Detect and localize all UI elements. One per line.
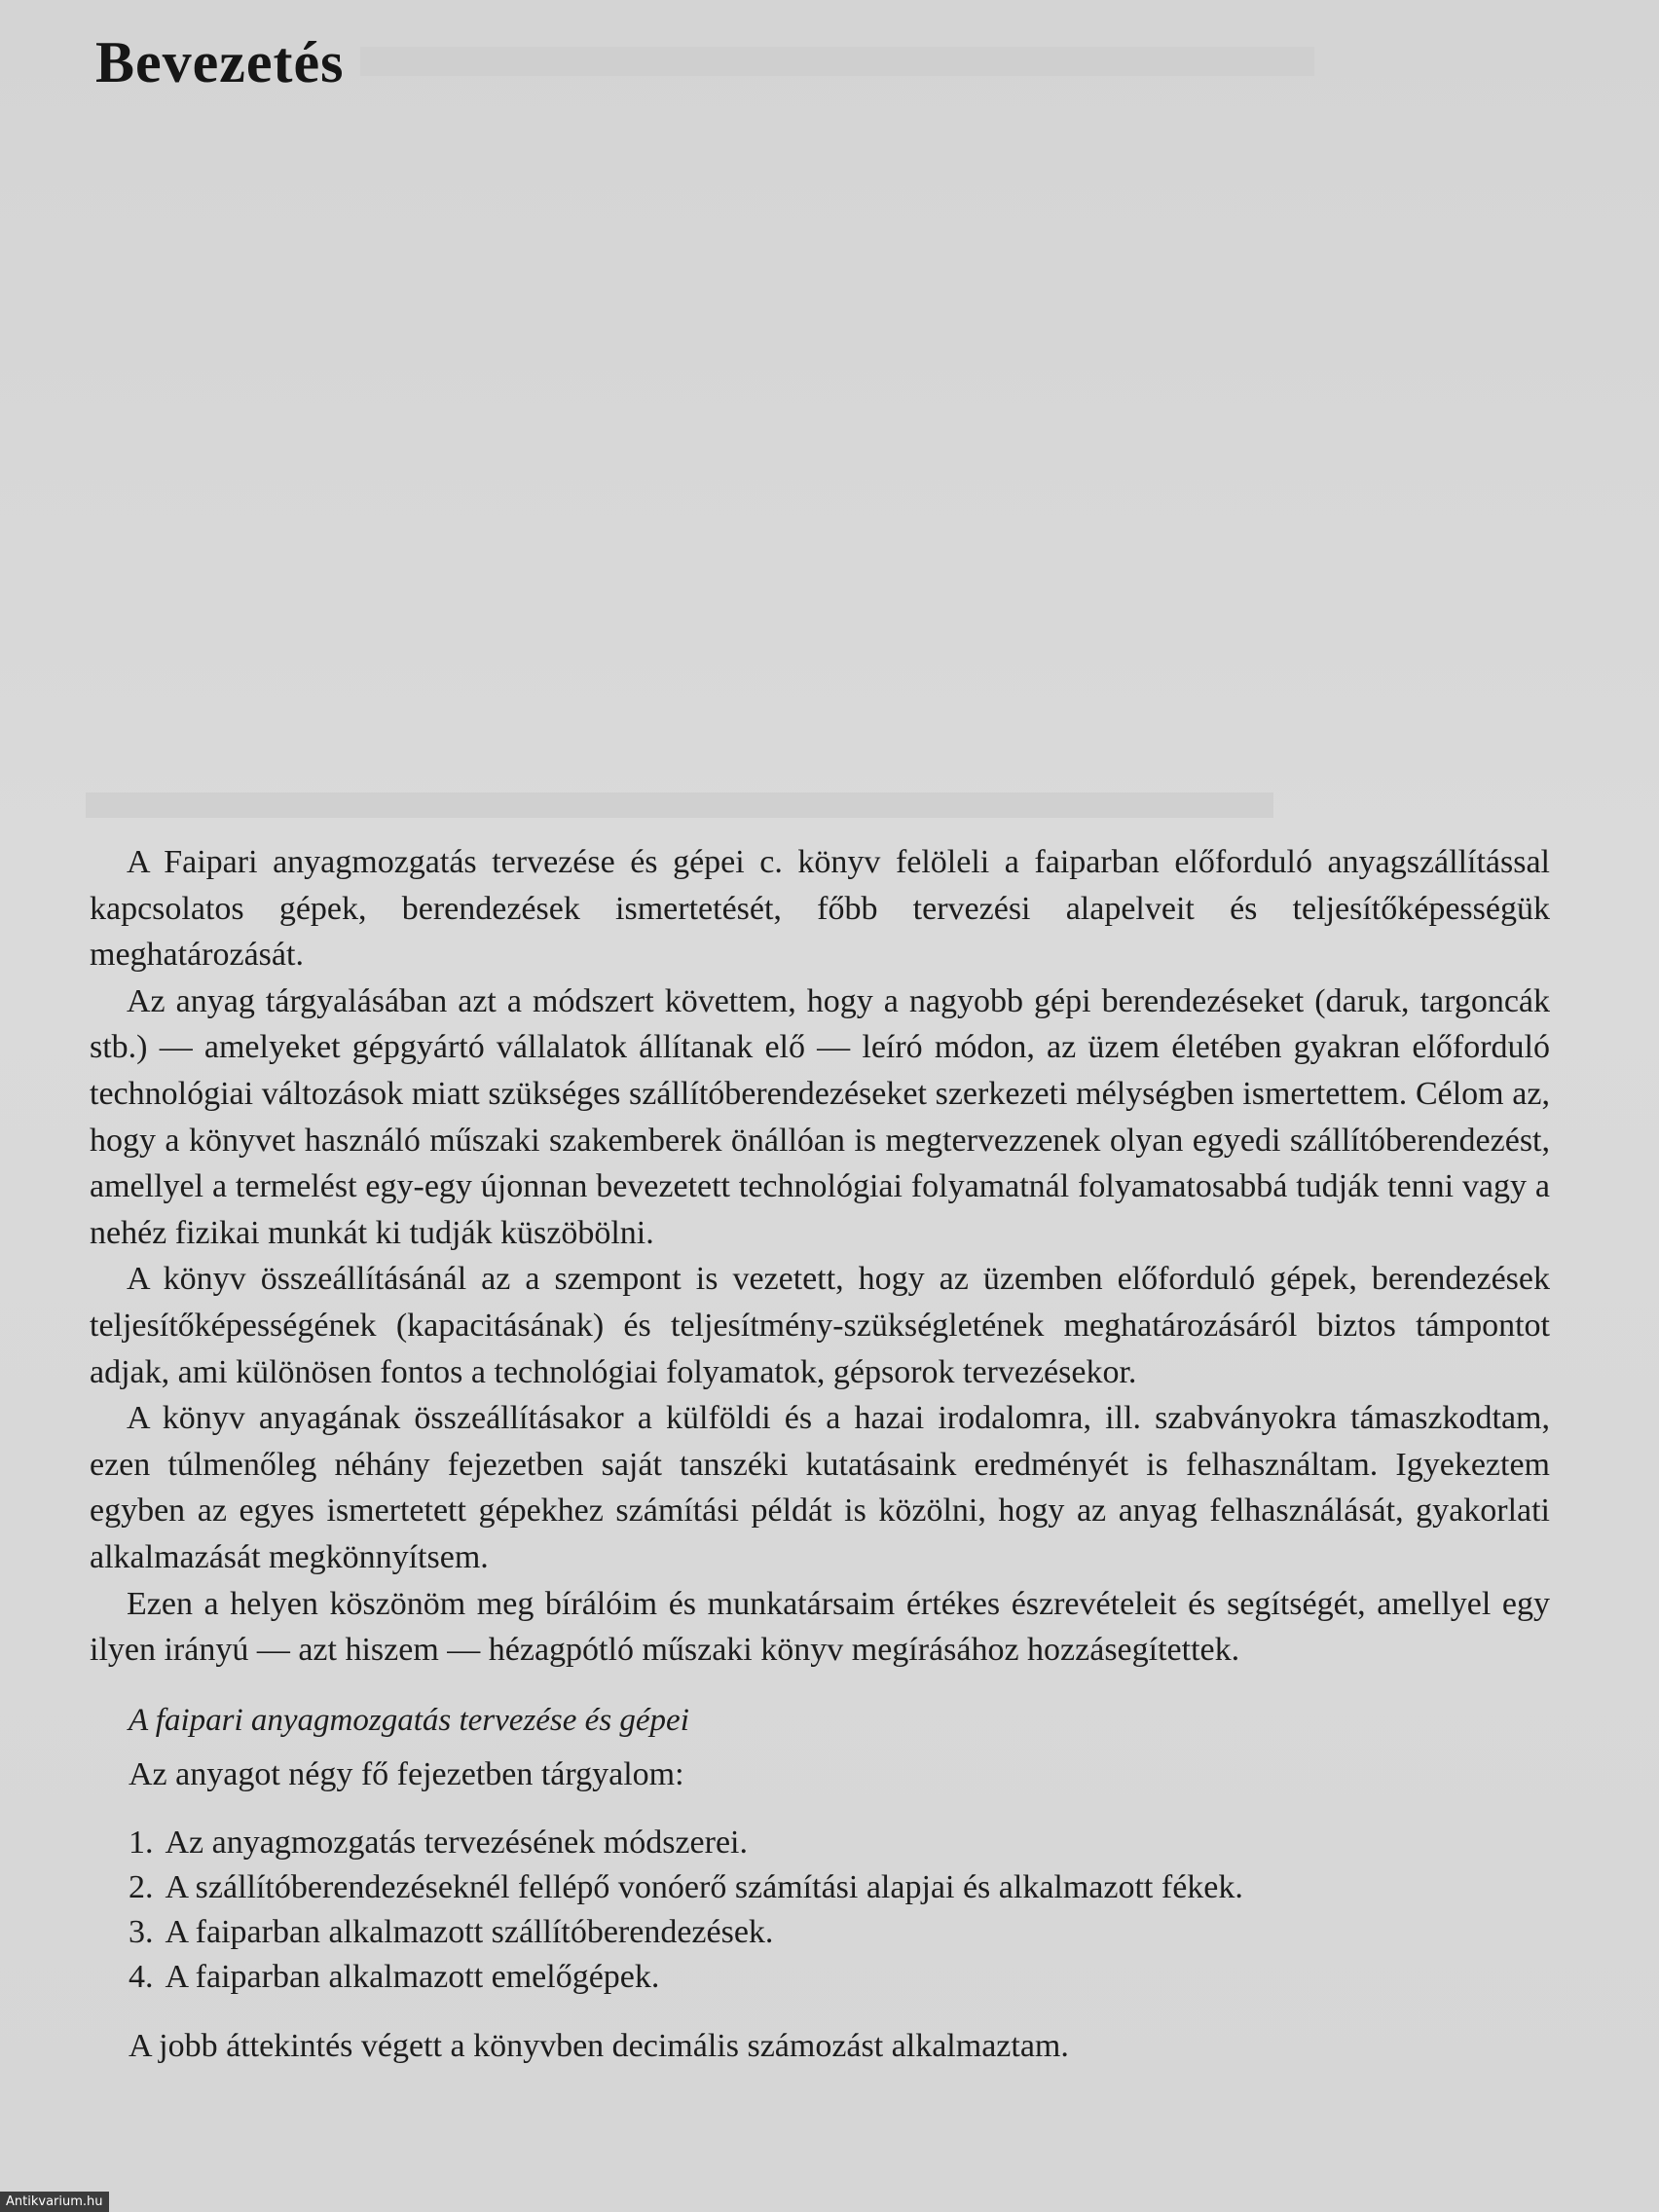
- paragraph: A Faipari anyagmozgatás tervezése és gépei c. könyv felöleli a faiparban előforduló anyagszállítással kapcsolatos gépek, berendezések ismertetését, főbb tervezési alapelveit és teljesítőképességük meghatározását.: [90, 844, 1550, 974]
- chapter-text: A szállítóberendezéseknél fellépő vonóerő számítási alapjai és alkalmazott fékek.: [165, 1868, 1243, 1905]
- body-text: [90, 839, 1550, 2069]
- paragraph: Ezen a helyen köszönöm meg bírálóim és munkatársaim értékes észrevételeit és segítségét, amellyel egy ilyen irányú — azt hiszem — hézagpótló műszaki könyv megírásához hozzásegítettek.: [90, 1585, 1550, 1669]
- chapter-text: A faiparban alkalmazott emelőgépek.: [165, 1958, 660, 1995]
- bleed-through-heading-shape: [360, 29, 1314, 88]
- chapter-number: 2.: [129, 1868, 154, 1905]
- chapters-intro: Az anyagot négy fő fejezetben tárgyalom:: [129, 1755, 684, 1792]
- bleed-through-heading: [360, 29, 1314, 102]
- chapter-text: A faiparban alkalmazott szállítóberendezések.: [165, 1913, 774, 1950]
- paragraph: A könyv anyagának összeállításakor a külföldi és a hazai irodalomra, ill. szabványokra támaszkodtam, ezen túlmenőleg néhány fejezetben saját tanszéki kutatásaink eredményét is felhasználtam. Igyekeztem egyben az egyes ismertetett gépekhez számítási példát is közölni, hogy az anyag felhasználását, gyakorlati alkalmazását megkönnyítsem.: [90, 1400, 1550, 1575]
- chapter-text: Az anyagmozgatás tervezésének módszerei.: [165, 1824, 748, 1861]
- chapter-number: 3.: [129, 1913, 154, 1950]
- page-title: Bevezetés: [95, 30, 345, 94]
- chapter-number: 4.: [129, 1958, 154, 1995]
- bleed-through-subheading-shape: [86, 779, 1273, 828]
- chapter-item: [90, 1865, 1550, 1910]
- paragraph: A könyv összeállításánál az a szempont is vezetett, hogy az üzemben előforduló gépek, berendezések teljesítőképességének (kapacitásának) és teljesítmény-szükségletének meghatározásáról biztos támpontot adjak, ami különösen fontos a technológiai folyamatok, gépsorok tervezésekor.: [90, 1261, 1550, 1390]
- book-title-signature: A faipari anyagmozgatás tervezése és gépei: [129, 1702, 689, 1738]
- closing-sentence: A jobb áttekintés végett a könyvben decimális számozást alkalmaztam.: [129, 2027, 1069, 2064]
- paragraph: Az anyag tárgyalásában azt a módszert követtem, hogy a nagyobb gépi berendezéseket (daruk, targoncák stb.) — amelyeket gépgyártó vállalatok állítanak elő — leíró módon, az üzem életében gyakran előforduló technológiai változások miatt szükséges szállítóberendezéseket szerkezeti mélységben ismertettem. Célom az, hogy a könyvet használó műszaki szakemberek önállóan is megtervezzenek olyan egyedi szállítóberendezést, amellyel a termelést egy-egy újonnan bevezetett technológiai folyamatnál folyamatosabbá tudják tenni vagy a nehéz fizikai munkát ki tudják küszöbölni.: [90, 982, 1550, 1251]
- watermark: Antikvarium.hu: [0, 2192, 109, 2212]
- chapter-number: 1.: [129, 1824, 154, 1861]
- bleed-through-subheading: [86, 779, 1273, 838]
- chapter-item: [90, 1955, 1550, 2000]
- chapter-item: [90, 1821, 1550, 1865]
- chapter-list: [90, 1821, 1550, 2000]
- chapter-item: [90, 1910, 1550, 1955]
